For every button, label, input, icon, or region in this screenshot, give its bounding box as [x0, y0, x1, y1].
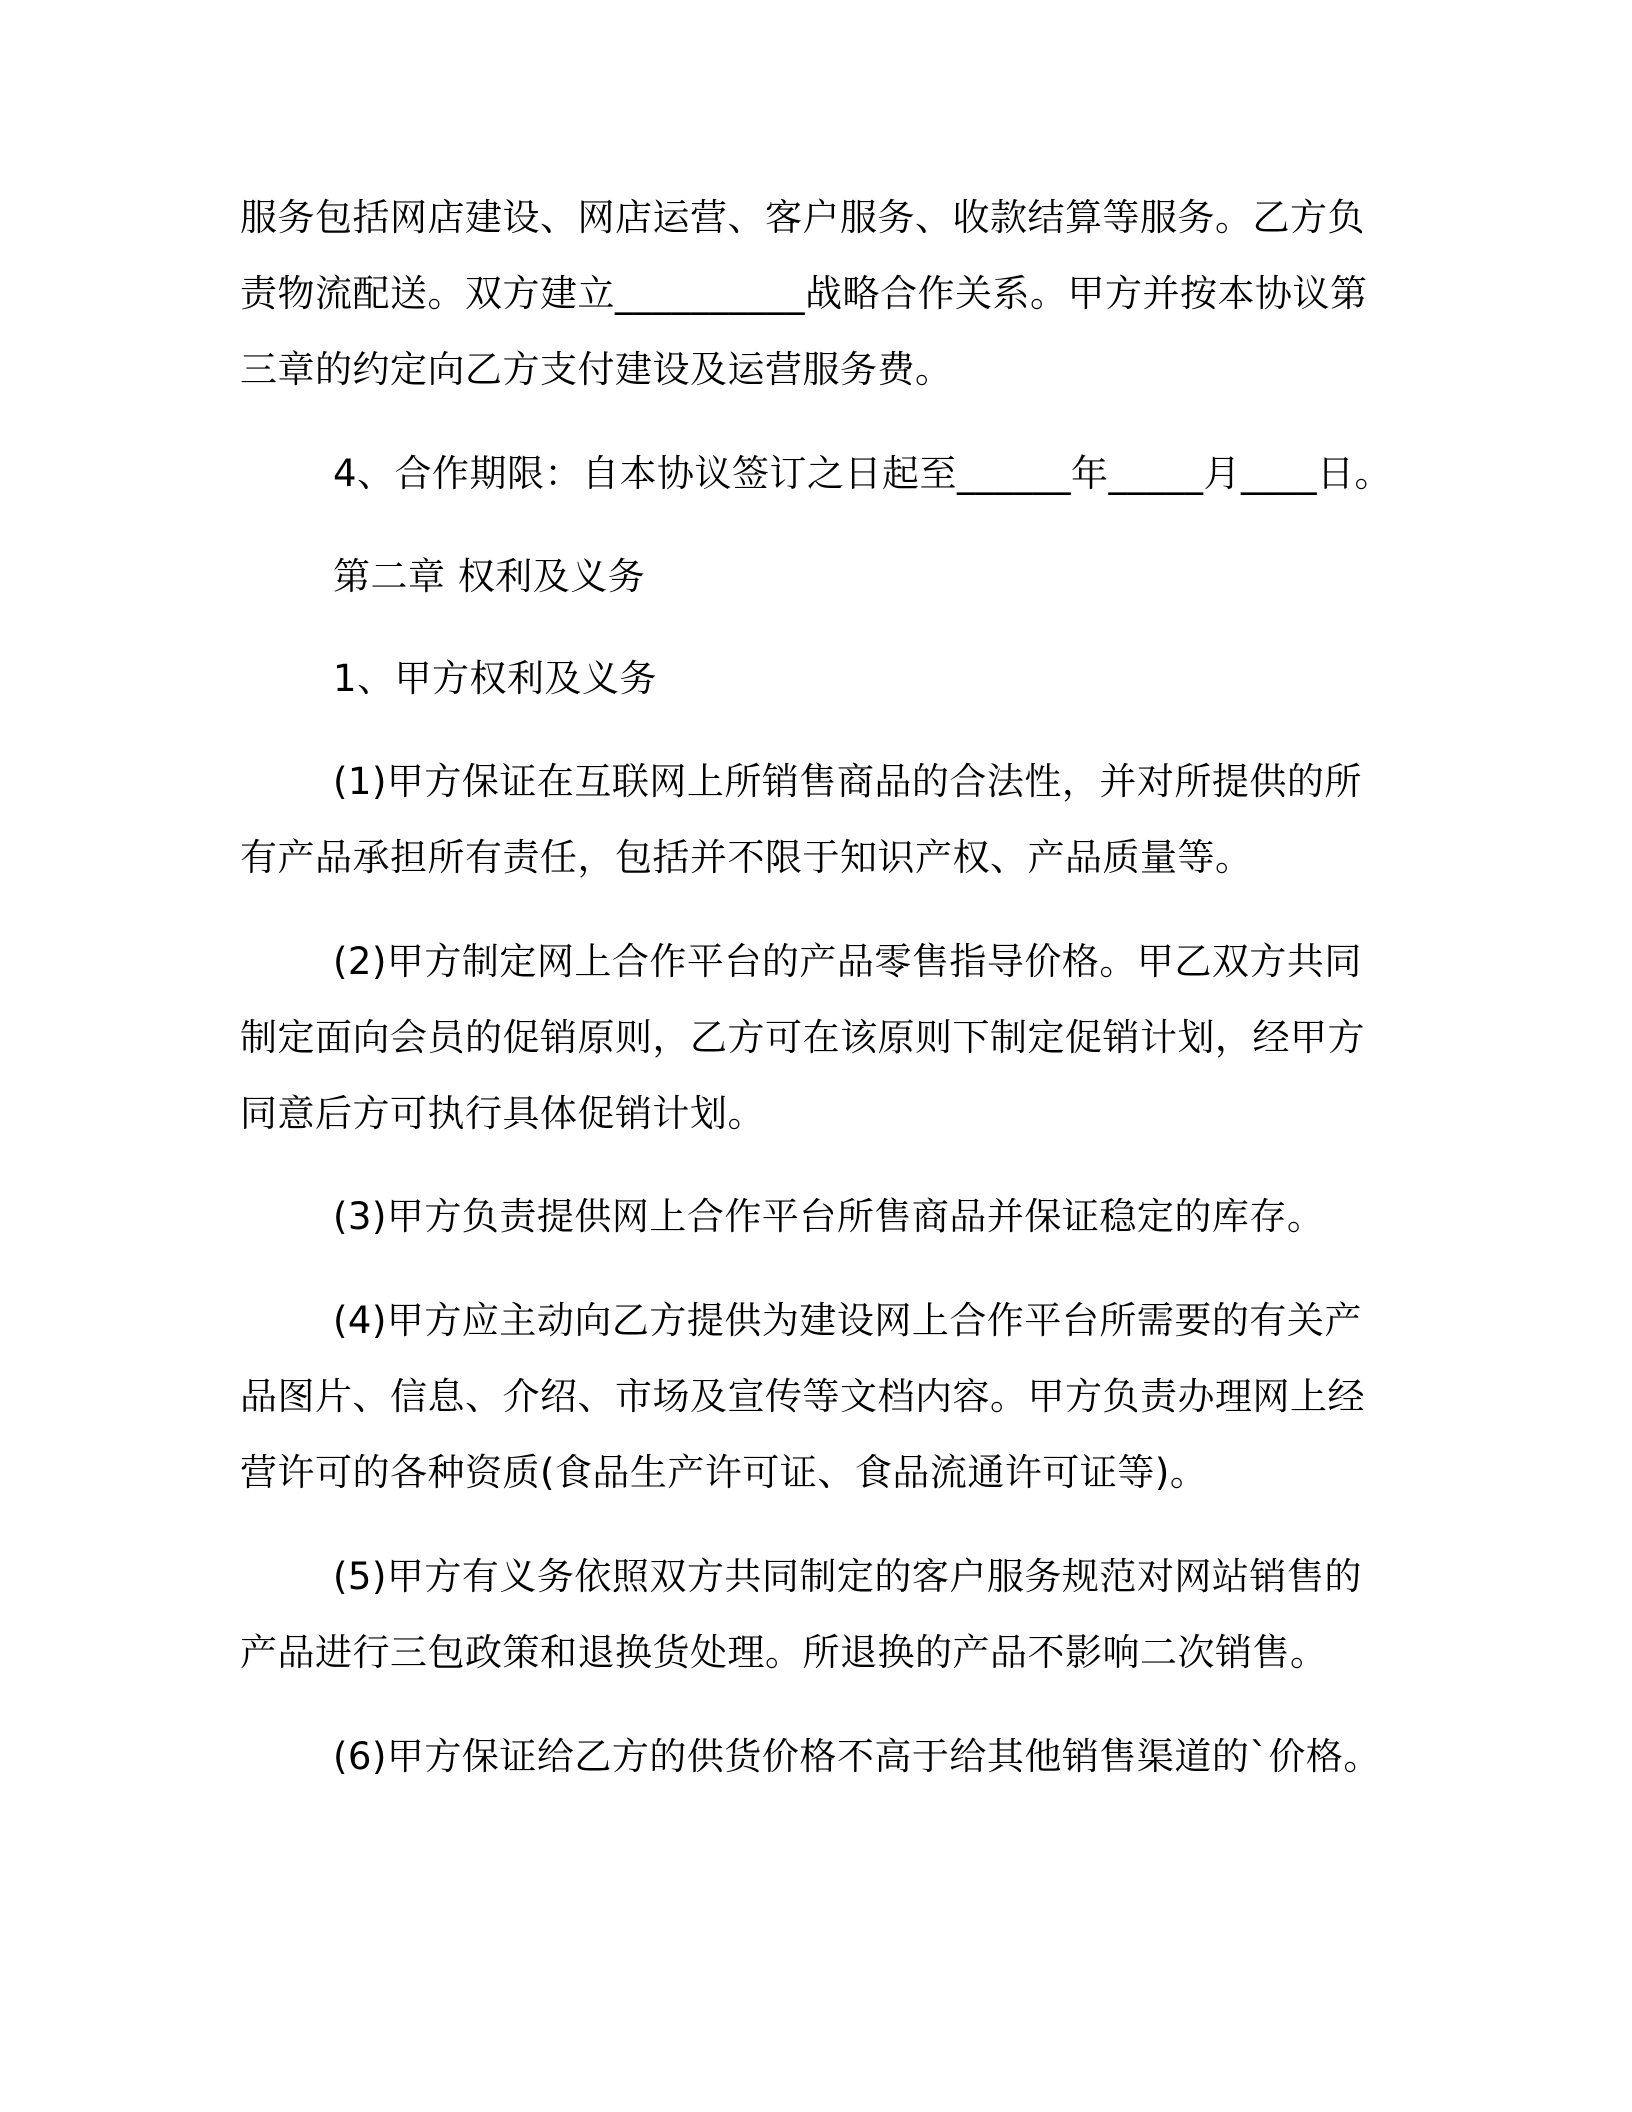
chapter-heading: 第二章 权利及义务 [333, 555, 646, 598]
paragraph-line: 品图片、信息、介绍、市场及宣传等文档内容。甲方负责办理网上经 [240, 1375, 1365, 1418]
cooperation-term-line: 4、合作期限：自本协议签订之日起至______年_____月____日。 [333, 452, 1393, 495]
paragraph-line: 产品进行三包政策和退换货处理。所退换的产品不影响二次销售。 [240, 1631, 1328, 1674]
paragraph-line: (3)甲方负责提供网上合作平台所售商品并保证稳定的库存。 [333, 1195, 1325, 1238]
paragraph-line: (1)甲方保证在互联网上所销售商品的合法性，并对所提供的所 [333, 760, 1362, 803]
paragraph-line: 制定面向会员的促销原则，乙方可在该原则下制定促销计划，经甲方 [240, 1016, 1365, 1059]
paragraph-line: 责物流配送。双方建立__________战略合作关系。甲方并按本协议第 [240, 272, 1368, 315]
paragraph-line: (5)甲方有义务依照双方共同制定的客户服务规范对网站销售的 [333, 1555, 1362, 1598]
section-heading: 1、甲方权利及义务 [333, 657, 658, 700]
paragraph-line: (6)甲方保证给乙方的供货价格不高于给其他销售渠道的`价格。 [333, 1735, 1381, 1778]
paragraph-line: 营许可的各种资质(食品生产许可证、食品流通许可证等)。 [240, 1451, 1208, 1494]
paragraph-line: (4)甲方应主动向乙方提供为建设网上合作平台所需要的有关产 [333, 1299, 1362, 1342]
paragraph-line: 有产品承担所有责任，包括并不限于知识产权、产品质量等。 [240, 836, 1253, 879]
paragraph-line: 同意后方可执行具体促销计划。 [240, 1092, 765, 1135]
paragraph-line: 服务包括网店建设、网店运营、客户服务、收款结算等服务。乙方负 [240, 196, 1365, 239]
paragraph-line: 三章的约定向乙方支付建设及运营服务费。 [240, 348, 953, 391]
paragraph-line: (2)甲方制定网上合作平台的产品零售指导价格。甲乙双方共同 [333, 940, 1362, 983]
